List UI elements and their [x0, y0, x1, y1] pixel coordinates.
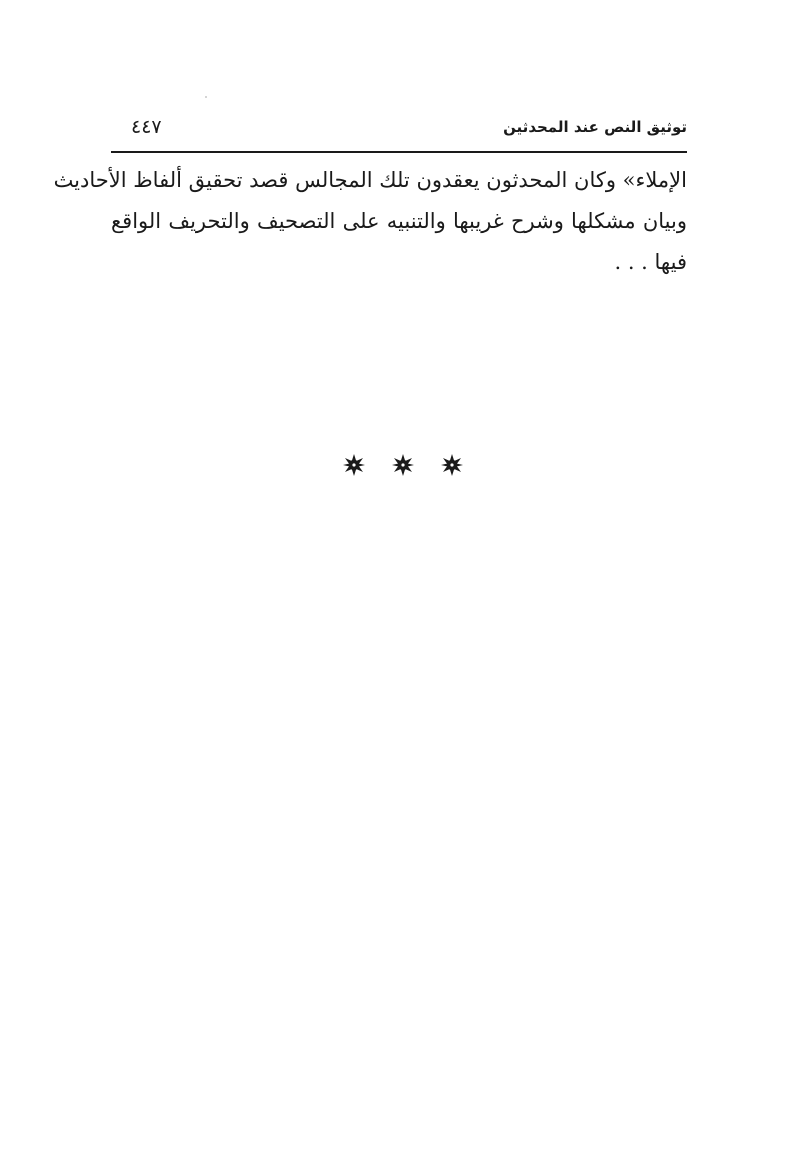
body-line-2: وبيان مشكلها وشرح غريبها والتنبيه على التصحيف والتحريف الواقع [111, 209, 687, 233]
eight-point-star-icon [441, 454, 463, 476]
body-line-1: الإملاء» وكان المحدثون يعقدون تلك المجالس قصد تحقيق ألفاظ الأحاديث [53, 168, 687, 192]
page-header [111, 112, 687, 148]
page-number: ٤٤٧ [131, 116, 162, 138]
eight-point-star-icon [343, 454, 365, 476]
body-line-3: فيها . . . [614, 250, 687, 274]
paper-speck [205, 96, 207, 98]
running-title: توثيق النص عند المحدثين [503, 118, 687, 136]
header-rule [111, 151, 687, 153]
section-end-ornaments [343, 453, 463, 477]
eight-point-star-icon [392, 454, 414, 476]
body-paragraph [53, 160, 687, 283]
